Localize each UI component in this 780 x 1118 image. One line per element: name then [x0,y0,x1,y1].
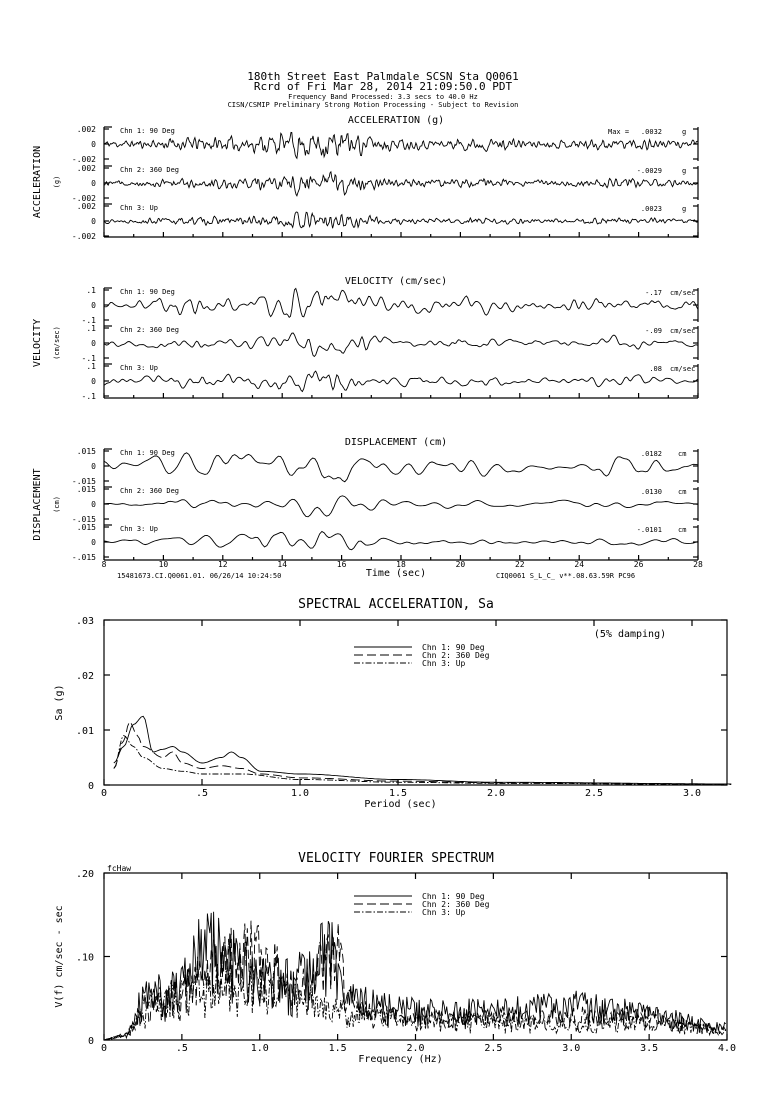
displacement-trace-chn1 [104,453,698,482]
acceleration-channel-label: Chn 2: 360 Deg [120,166,180,174]
acceleration-ytick-label: -.002 [71,155,96,164]
displacement-ylabel: DISPLACEMENT [32,468,43,541]
time-xtick-label: 12 [217,560,228,569]
acceleration-peak-value: -.0029 [636,167,662,175]
displacement-peak-value: .0182 [640,450,662,458]
sa-legend-label: Chn 1: 90 Deg [422,643,485,652]
velocity-peak-value: -.17 [645,289,662,297]
acceleration-trace-chn2 [104,172,698,196]
displacement-channel-label: Chn 3: Up [120,525,158,533]
displacement-peak-value: -.0101 [636,526,662,534]
acceleration-peak-unit: g [682,167,687,175]
velocity-trace-chn3 [104,371,698,391]
displacement-ytick-label: .015 [76,523,96,532]
time-xtick-label: 10 [158,560,169,569]
displacement-ytick-label: 0 [91,500,96,509]
vfs-xtick-label: 1.0 [250,1043,269,1054]
sa-xlabel: Period (sec) [364,799,437,810]
vfs-xtick-label: .5 [175,1043,188,1054]
time-xtick-label: 28 [693,560,703,569]
header-line3: Frequency Band Processed: 3.3 secs to 40.0 Hz [288,93,478,101]
displacement-ytick-label: -.015 [71,515,96,524]
velocity-trace-chn1 [104,289,698,318]
velocity-ytick-label: 0 [91,301,96,310]
time-xtick-label: 16 [336,560,347,569]
acceleration-ylabel: ACCELERATION [32,145,43,219]
displacement-peak-value: .0130 [640,488,662,496]
sa-xtick-label: 0 [100,788,108,799]
vfs-xtick-label: 4.0 [717,1043,737,1054]
sa-legend-label: Chn 3: Up [422,659,466,668]
sa-ytick-label: .02 [75,671,94,682]
acceleration-ytick-label: .002 [76,125,96,134]
vfs-curve-chn2 [104,921,726,1040]
velocity-ytick-label: -.1 [81,316,96,325]
acceleration-yunit: (g) [53,175,61,189]
sa-xtick-label: 2.5 [584,788,604,799]
velocity-trace-chn2 [104,333,698,357]
velocity-peak-unit: cm/sec [670,327,696,335]
velocity-peak-unit: cm/sec [670,365,696,373]
displacement-ytick-label: .015 [76,485,96,494]
sa-xtick-label: 1.5 [388,788,408,799]
sa-ytick-label: .03 [75,616,94,627]
acceleration-ytick-label: -.002 [71,232,96,241]
header-line1: 180th Street East Palmdale SCSN Sta Q0061 [247,70,519,83]
velocity-peak-unit: cm/sec [670,289,696,297]
velocity-channel-label: Chn 3: Up [120,364,158,372]
acceleration-ytick-label: 0 [91,140,96,149]
header-line2: Rcrd of Fri Mar 28, 2014 21:09:50.0 PDT [253,80,513,93]
vfs-xtick-label: 2.5 [484,1043,503,1054]
acceleration-ytick-label: 0 [91,179,96,188]
vfs-xtick-label: 0 [100,1043,108,1054]
footer-left: 15481673.CI.Q0061.01. 06/26/14 10:24:50 [117,572,282,580]
sa-legend-label: Chn 2: 360 Deg [422,651,490,660]
acceleration-ytick-label: -.002 [71,194,96,203]
sa-xtick-label: 2.0 [486,788,506,799]
acceleration-trace-chn1 [104,132,698,158]
velocity-panel [32,276,698,401]
acceleration-peak-unit: g [682,128,687,136]
velocity-channel-label: Chn 2: 360 Deg [120,326,180,334]
velocity-ytick-label: .1 [86,362,96,371]
vfs-title: VELOCITY FOURIER SPECTRUM [298,851,494,866]
acceleration-peak-value: .0032 [640,128,662,136]
vfs-xtick-label: 3.0 [562,1043,581,1054]
displacement-trace-chn2 [104,496,698,517]
displacement-peak-unit: cm [678,450,687,458]
velocity-ytick-label: -.1 [81,392,96,401]
velocity-ytick-label: 0 [91,339,96,348]
acceleration-ytick-label: .002 [76,164,96,173]
acceleration-ytick-label: 0 [91,217,96,226]
vfs-legend-label: Chn 3: Up [422,908,466,917]
time-xtick-label: 22 [514,560,525,569]
vfs-ytick-label: 0 [87,1036,94,1047]
displacement-ytick-label: -.015 [71,477,96,486]
acceleration-title: ACCELERATION (g) [347,115,445,126]
velocity-channel-label: Chn 1: 90 Deg [120,288,175,296]
displacement-trace-chn3 [104,532,698,550]
acceleration-channel-label: Chn 1: 90 Deg [120,127,175,135]
vfs-xtick-label: 2.0 [406,1043,425,1054]
footer-right: CIQ0061 S_L_C_ v**.08.63.59R PC96 [496,572,636,580]
header-line4: CISN/CSMIP Preliminary Strong Motion Processing - Subject to Revision [227,101,519,109]
sa-plot-frame [104,620,727,785]
sa-title: SPECTRAL ACCELERATION, Sa [298,597,494,612]
time-xtick-label: 26 [633,560,644,569]
time-xtick-label: 20 [455,560,466,569]
vfs-legend-label: Chn 2: 360 Deg [422,900,490,909]
displacement-peak-unit: cm [678,526,687,534]
vfs-ytick-label: .20 [75,869,94,880]
displacement-ytick-label: 0 [91,538,96,547]
velocity-title: VELOCITY (cm/sec) [344,276,448,287]
sa-damping-note: (5% damping) [593,629,667,640]
velocity-peak-value: -.09 [645,327,662,335]
vfs-legend-label: Chn 1: 90 Deg [422,892,485,901]
acceleration-channel-label: Chn 3: Up [120,204,158,212]
time-xtick-label: 8 [101,560,107,569]
acceleration-panel [32,115,698,241]
vfs-xlabel: Frequency (Hz) [358,1054,443,1065]
time-xtick-label: 24 [574,560,585,569]
acceleration-ytick-label: .002 [76,202,96,211]
velocity-ytick-label: .1 [86,324,96,333]
sa-xtick-label: 1.0 [290,788,310,799]
velocity-yunit: (cm/sec) [53,326,61,360]
velocity-ytick-label: 0 [91,377,96,386]
displacement-peak-unit: cm [678,488,687,496]
sa-xtick-label: .5 [195,788,209,799]
displacement-channel-label: Chn 2: 360 Deg [120,487,180,495]
displacement-ytick-label: .015 [76,447,96,456]
velocity-peak-value: .08 [649,365,662,373]
vfs-corner-label: fcHaw [107,864,132,873]
sa-ylabel: Sa (g) [54,684,65,721]
time-xtick-label: 18 [396,560,406,569]
displacement-ytick-label: 0 [91,462,96,471]
time-xtick-label: 14 [277,560,288,569]
sa-ytick-label: 0 [87,781,94,792]
sa-xtick-label: 3.0 [682,788,702,799]
time-axis-label: Time (sec) [365,568,427,579]
displacement-channel-label: Chn 1: 90 Deg [120,449,175,457]
vfs-xtick-label: 3.5 [640,1043,659,1054]
velocity-ytick-label: .1 [86,286,96,295]
displacement-title: DISPLACEMENT (cm) [344,437,448,448]
vfs-ytick-label: .10 [75,952,94,964]
displacement-yunit: (cm) [53,496,61,513]
acceleration-max-prefix: Max = [608,128,630,136]
acceleration-peak-value: .0023 [640,205,662,213]
sa-ytick-label: .01 [75,726,94,737]
vfs-xtick-label: 1.5 [328,1043,347,1054]
acceleration-peak-unit: g [682,205,687,213]
velocity-ytick-label: -.1 [81,354,96,363]
sa-curve-chn3 [114,736,731,785]
velocity-ylabel: VELOCITY [32,318,43,368]
acceleration-trace-chn3 [104,212,698,228]
displacement-panel [32,437,703,569]
vfs-ylabel: V(f) cm/sec - sec [54,905,65,1008]
displacement-ytick-label: -.015 [71,553,96,562]
sa-curve-chn2 [114,722,731,784]
